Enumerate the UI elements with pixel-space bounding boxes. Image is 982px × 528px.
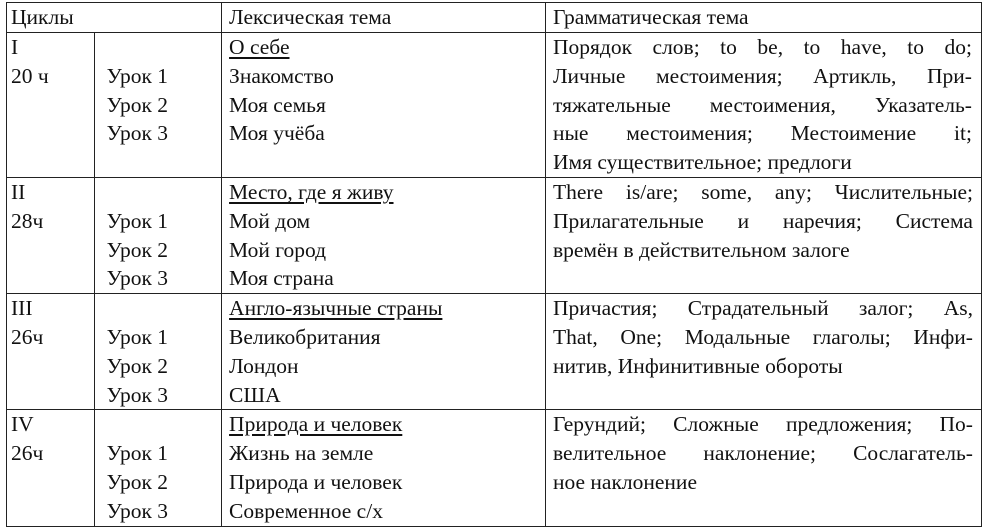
- grammar-line: Личные местоимения; Артикль, При-: [552, 63, 972, 88]
- subtopic: Мой дом: [229, 208, 311, 233]
- grammar-line: Герундий; Сложные предложения; По-: [552, 412, 973, 437]
- cycle-row: [7, 177, 982, 293]
- grammar-line: Имя существительное; предлоги: [552, 150, 852, 175]
- header-grammar-topic: Грамматическая тема: [545, 3, 981, 33]
- lesson-spacer: [107, 178, 221, 207]
- subtopic: Жизнь на земле: [229, 441, 374, 466]
- lesson-spacer: [107, 294, 221, 323]
- cycle-number: III: [11, 296, 33, 321]
- grammar-line: времён в действительном залоге: [552, 237, 850, 262]
- lesson-label: Урок 2: [106, 237, 169, 262]
- cycle-row: [7, 33, 982, 178]
- subtopic: Лондон: [229, 353, 299, 378]
- curriculum-body: [7, 33, 982, 527]
- header-row: [7, 3, 982, 33]
- cycle-number: II: [11, 179, 26, 204]
- lesson-label: Урок 1: [106, 324, 169, 349]
- subtopic: Мой город: [229, 237, 327, 262]
- topic-title: Место, где я живу: [229, 179, 394, 204]
- curriculum-table: [6, 2, 982, 527]
- subtopic: Современное с/х: [229, 498, 383, 523]
- grammar-line: There is/are; some, any; Числительные;: [552, 179, 973, 204]
- grammar-topic-cell: [545, 177, 981, 293]
- header-cycles: Циклы: [7, 3, 222, 33]
- topic-title-line: [229, 410, 545, 439]
- topic-title-line: [229, 178, 545, 207]
- cycle-cell: [7, 33, 95, 178]
- lexical-topic-cell: [222, 410, 546, 526]
- cycle-cell: [7, 294, 95, 410]
- grammar-line: велительное наклонение; Сослагатель-: [552, 441, 973, 466]
- cycle-number: IV: [11, 412, 34, 437]
- lexical-topic-cell: [222, 177, 546, 293]
- lesson-spacer: [107, 410, 221, 439]
- lessons-cell: [94, 294, 221, 410]
- lesson-label: Урок 3: [106, 498, 169, 523]
- grammar-line: тяжательные местоимения, Указатель-: [552, 92, 972, 117]
- lesson-label: Урок 1: [106, 63, 169, 88]
- cycle-hours: 26ч: [11, 441, 44, 466]
- cycle-hours: 20 ч: [11, 63, 49, 88]
- lesson-label: Урок 1: [106, 208, 169, 233]
- lesson-label: Урок 3: [106, 266, 169, 291]
- grammar-line: Порядок слов; to be, to have, to do;: [552, 35, 972, 59]
- grammar-topic-cell: [545, 410, 981, 526]
- cycle-number: I: [11, 35, 19, 59]
- lesson-label: Урок 3: [106, 121, 169, 146]
- lexical-topic-cell: [222, 33, 546, 178]
- cycle-row: [7, 410, 982, 526]
- grammar-line: Прилагательные и наречия; Система: [552, 208, 973, 233]
- lesson-label: Урок 2: [106, 92, 169, 117]
- cycle-cell: [7, 410, 95, 526]
- grammar-topic-cell: [545, 33, 981, 178]
- lesson-label: Урок 2: [106, 469, 169, 494]
- grammar-line: That, One; Модальные глаголы; Инфи-: [552, 324, 973, 349]
- subtopic: Моя семья: [229, 92, 326, 117]
- topic-title-line: [229, 33, 545, 62]
- topic-title: Англо-язычные страны: [229, 296, 443, 321]
- topic-title: Природа и человек: [229, 412, 403, 437]
- subtopic: Моя страна: [229, 266, 334, 291]
- subtopic: Знакомство: [229, 63, 334, 88]
- lesson-spacer: [107, 33, 221, 62]
- curriculum-table-wrapper: [6, 2, 982, 527]
- lesson-label: Урок 1: [106, 441, 169, 466]
- lessons-cell: [94, 33, 221, 178]
- grammar-line: ное наклонение: [552, 469, 697, 494]
- cycle-hours: 26ч: [11, 324, 44, 349]
- grammar-line: Причастия; Страдательный залог; As,: [552, 296, 973, 321]
- grammar-topic-cell: [545, 294, 981, 410]
- lesson-label: Урок 3: [106, 382, 169, 407]
- subtopic: Великобритания: [229, 324, 381, 349]
- lesson-label: Урок 2: [106, 353, 169, 378]
- lessons-cell: [94, 177, 221, 293]
- cycle-cell: [7, 177, 95, 293]
- grammar-line: нитив, Инфинитивные обороты: [552, 353, 843, 378]
- subtopic: Моя учёба: [229, 121, 325, 146]
- subtopic: США: [229, 382, 281, 407]
- cycle-row: [7, 294, 982, 410]
- lessons-cell: [94, 410, 221, 526]
- header-lexical-topic: Лексическая тема: [222, 3, 546, 33]
- lexical-topic-cell: [222, 294, 546, 410]
- grammar-line: ные местоимения; Местоимение it;: [552, 121, 972, 146]
- topic-title-line: [229, 294, 545, 323]
- topic-title: О себе: [229, 35, 290, 59]
- subtopic: Природа и человек: [229, 469, 403, 494]
- cycle-hours: 28ч: [11, 208, 44, 233]
